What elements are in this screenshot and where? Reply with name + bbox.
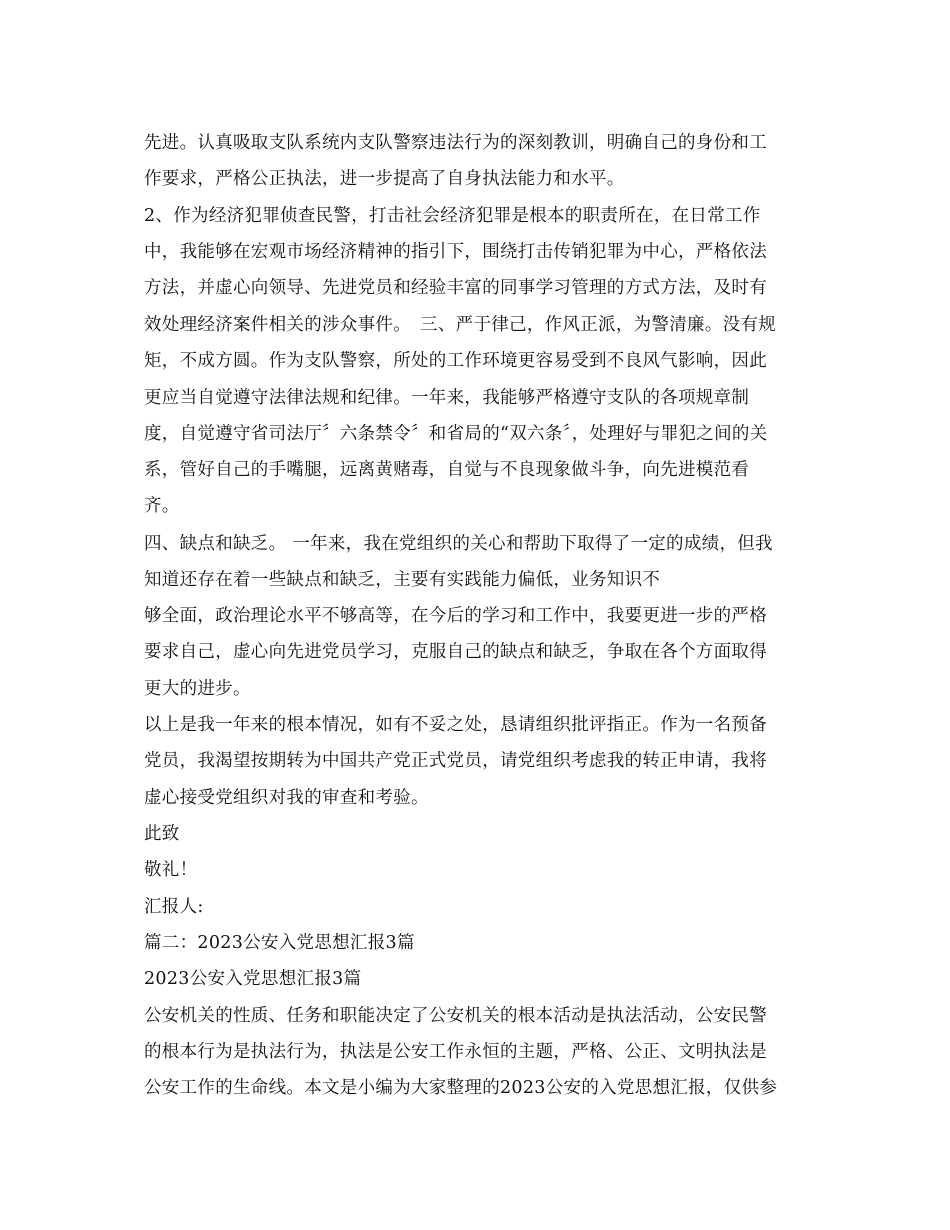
- text-line: 作要求，严格公正执法，进一步提高了自身执法能力和水平。: [144, 169, 625, 189]
- text-line: 中，我能够在宏观市场经济精神的指引下，围绕打击传销犯罪为中心，严格依法: [144, 242, 767, 262]
- text-line: 矩，不成方圆。作为支队警察，所处的工作环境更容易受到不良风气影响，因此: [144, 351, 767, 371]
- text-line: 的根本行为是执法行为，执法是公安工作永恒的主题，严格、公正、文明执法是: [144, 1042, 767, 1062]
- text-line: 虚心接受党组织对我的审查和考验。: [144, 788, 429, 808]
- text-line: 知道还存在着一些缺点和缺乏，主要有实践能力偏低，业务知识不: [144, 570, 661, 590]
- text-line: 公安机关的性质、任务和职能决定了公安机关的根本活动是执法活动，公安民警: [144, 1006, 767, 1026]
- text-line: 更应当自觉遵守法律法规和纪律。一年来，我能够严格遵守支队的各项规章制: [144, 388, 750, 408]
- text-line: 系，管好自己的手嘴腿，远离黄赌毒，自觉与不良现象做斗争，向先进模范看: [144, 460, 750, 480]
- section-heading: 篇二：2023公安入党思想汇报3篇: [144, 933, 415, 953]
- text-line: 先进。认真吸取支队系统内支队警察违法行为的深刻教训，明确自己的身份和工: [144, 133, 767, 153]
- text-line: 敬礼！: [144, 860, 198, 880]
- text-line: 方法，并虚心向领导、先进党员和经验丰富的同事学习管理的方式方法，及时有: [144, 278, 767, 298]
- text-line: 2、作为经济犯罪侦查民警，打击社会经济犯罪是根本的职责所在，在日常工作: [144, 206, 761, 226]
- text-line: 效处理经济案件相关的涉众事件。 三、严于律己，作风正派，为警清廉。没有规: [144, 315, 777, 335]
- text-line: 够全面，政治理论水平不够高等，在今后的学习和工作中，我要更进一步的严格: [144, 606, 767, 626]
- text-line: 四、缺点和缺乏。 一年来，我在党组织的关心和帮助下取得了一定的成绩，但我: [144, 534, 773, 554]
- text-line: 更大的进步。: [144, 679, 251, 699]
- text-line: 公安工作的生命线。本文是小编为大家整理的2023公安的入党思想汇报，仅供参: [144, 1078, 778, 1098]
- section-title: 2023公安入党思想汇报3篇: [144, 969, 362, 989]
- text-line: 以上是我一年来的根本情况，如有不妥之处，恳请组织批评指正。作为一名预备: [144, 715, 767, 735]
- text-line: 此致: [144, 824, 180, 844]
- text-line: 度，自觉遵守省司法厅〞六条禁令〞和省局的“双六条〞，处理好与罪犯之间的关: [144, 424, 768, 444]
- text-line: 齐。: [144, 496, 180, 516]
- text-line: 汇报人:: [144, 897, 204, 917]
- text-line: 党员，我渴望按期转为中国共产党正式党员，请党组织考虑我的转正申请，我将: [144, 751, 767, 771]
- text-line: 要求自己，虚心向先进党员学习，克服自己的缺点和缺乏，争取在各个方面取得: [144, 642, 767, 662]
